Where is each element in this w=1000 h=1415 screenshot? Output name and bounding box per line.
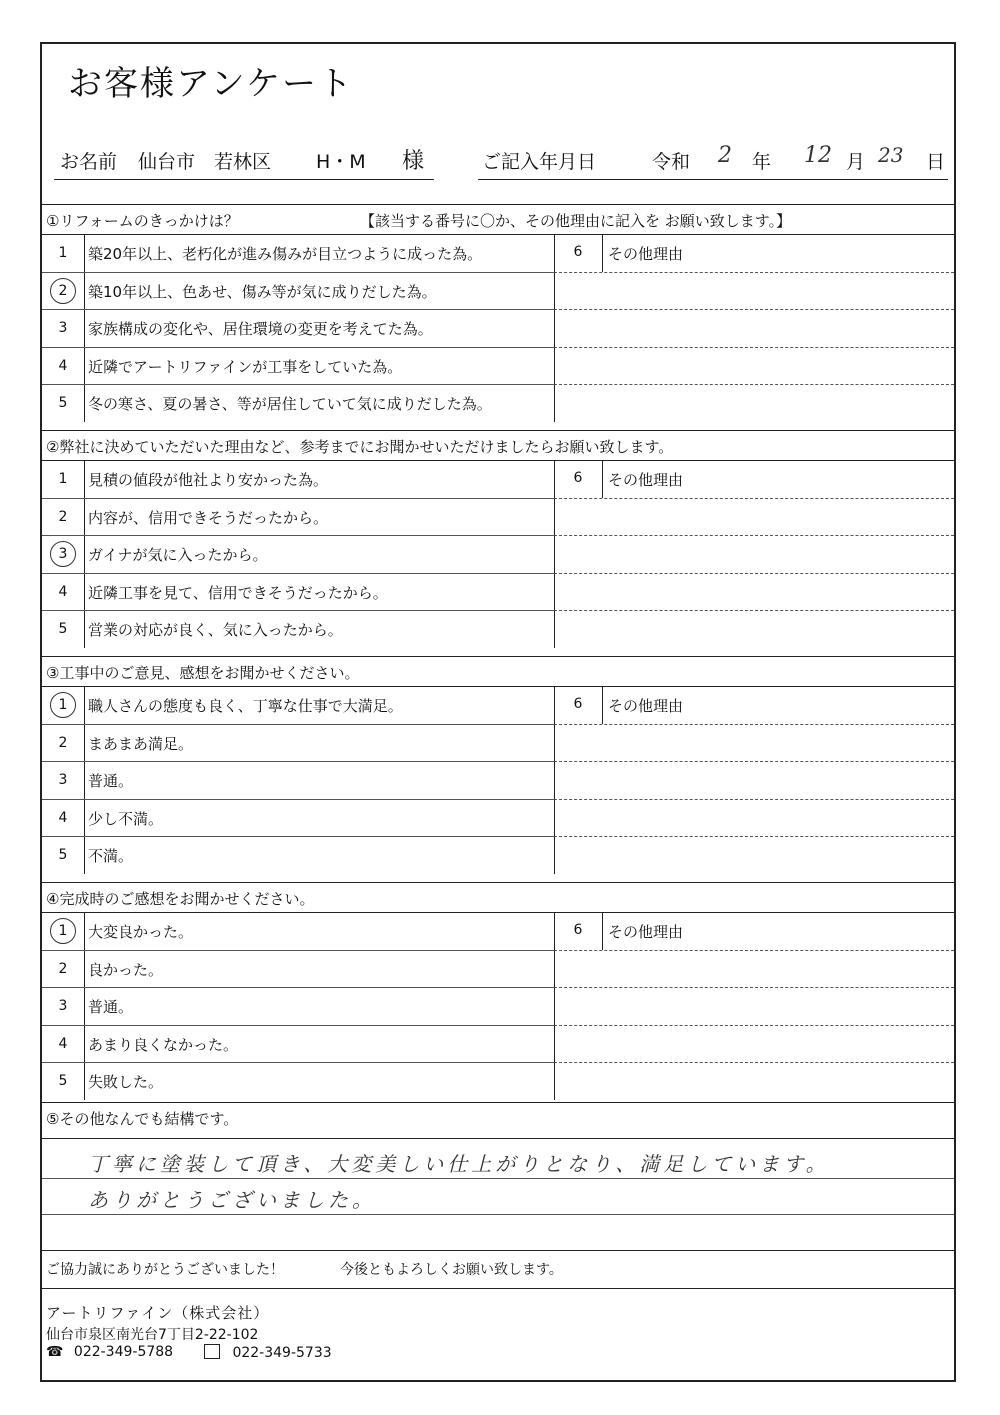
date-year-unit: 年 [752, 151, 772, 173]
date-era: 令和 [652, 151, 691, 173]
entry-date-field [478, 139, 948, 180]
option-text: 普通。 [88, 998, 134, 1017]
section-title: ④完成時のご感想をお聞かせください。 [46, 890, 315, 908]
date-label: ご記入年月日 [482, 151, 597, 173]
option-text: 内容が、信用できそうだったから。 [88, 508, 329, 527]
option-number: 4 [58, 583, 68, 600]
other-reason-number: 6 [573, 696, 583, 712]
other-reason-label: その他理由 [608, 245, 684, 263]
option-number: 2 [58, 508, 68, 525]
fax-icon [204, 1344, 220, 1359]
option-number: 5 [58, 395, 68, 412]
option-text: 近隣工事を見て、信用できそうだったから。 [88, 583, 388, 602]
option-text: 見積の値段が他社より安かった為。 [88, 471, 329, 489]
option-text: ガイナが気に入ったから。 [88, 546, 268, 565]
option-number: 2 [58, 734, 68, 751]
customer-initials: H・M [316, 151, 366, 173]
option-number: 3 [58, 320, 68, 337]
option-text: 失敗した。 [88, 1073, 164, 1092]
section-title: ③工事中のご意見、感想をお聞かせください。 [46, 664, 360, 682]
date-day-unit: 日 [926, 151, 946, 173]
option-number: 4 [58, 809, 68, 826]
section-title: ①リフォームのきっかけは？ [46, 212, 239, 230]
option-number: 1 [58, 471, 68, 487]
option-text: 普通。 [88, 772, 134, 791]
option-text: 職人さんの態度も良く、丁寧な仕事で大満足。 [88, 697, 403, 715]
name-label: お名前 [60, 151, 118, 173]
option-text: あまり良くなかった。 [88, 1035, 239, 1054]
option-text: 大変良かった。 [88, 923, 194, 941]
option-number: 4 [58, 1035, 68, 1052]
other-reason-label: その他理由 [608, 471, 684, 489]
phone-icon: ☎ [46, 1344, 64, 1360]
thanks-text: ご協力誠にありがとうございました！ [46, 1262, 284, 1278]
option-number: 3 [58, 546, 68, 563]
form-title: お客様アンケート [68, 64, 354, 104]
selected-circle-mark [50, 918, 76, 944]
option-number: 1 [58, 923, 68, 939]
selected-circle-mark [50, 541, 76, 567]
option-text: 不満。 [88, 847, 134, 866]
option-number: 3 [58, 772, 68, 789]
option-text: 近隣でアートリファインが工事をしていた為。 [88, 357, 403, 376]
company-name: アートリファイン（株式会社） [46, 1304, 270, 1322]
section-title: ②弊社に決めていただいた理由など、参考までにお聞かせいただけましたらお願い致します。 [46, 438, 674, 456]
option-number: 5 [58, 847, 68, 864]
date-month: 12 [804, 143, 832, 168]
customer-city: 仙台市 [138, 151, 196, 173]
other-reason-label: その他理由 [608, 697, 684, 715]
free-comment-title: ⑤その他なんでも結構です。 [46, 1110, 239, 1128]
option-text: 少し不満。 [88, 809, 164, 828]
regards-text: 今後ともよろしくお願い致します。 [340, 1262, 563, 1278]
other-reason-number: 6 [573, 244, 583, 260]
option-text: まあまあ満足。 [88, 734, 194, 753]
option-text: 良かった。 [88, 960, 164, 979]
selected-circle-mark [50, 692, 76, 718]
option-number: 5 [58, 1073, 68, 1090]
option-number: 2 [58, 960, 68, 977]
date-month-unit: 月 [846, 151, 866, 173]
other-reason-label: その他理由 [608, 923, 684, 941]
customer-name-field [54, 139, 434, 180]
option-number: 1 [58, 697, 68, 713]
section-note: 【該当する番号に〇か、その他理由に記入を お願い致します。】 [360, 212, 792, 230]
option-text: 冬の寒さ、夏の暑さ、等が居住していて気に成りだした為。 [88, 395, 492, 414]
other-reason-number: 6 [573, 922, 583, 938]
company-phone [46, 1344, 173, 1360]
other-reason-number: 6 [573, 470, 583, 486]
option-number: 4 [58, 357, 68, 374]
date-day: 23 [878, 143, 904, 167]
option-number: 2 [58, 282, 68, 299]
option-number: 5 [58, 621, 68, 638]
option-text: 築10年以上、色あせ、傷み等が気に成りだした為。 [88, 282, 437, 301]
date-year: 2 [718, 143, 732, 168]
customer-ward: 若林区 [214, 151, 272, 173]
free-comment-line: ありがとうございました。 [88, 1188, 376, 1212]
option-number: 1 [58, 245, 68, 261]
phone-number: 022-349-5788 [73, 1344, 174, 1360]
questionnaire-form [40, 42, 956, 1382]
option-text: 家族構成の変化や、居住環境の変更を考えてた為。 [88, 320, 433, 339]
company-address: 仙台市泉区南光台7丁目2-22-102 [46, 1327, 259, 1343]
fax-number: 022-349-5733 [232, 1345, 332, 1361]
option-text: 築20年以上、老朽化が進み傷みが目立つように成った為。 [88, 245, 483, 263]
selected-circle-mark [50, 278, 76, 304]
customer-honorific: 様 [402, 149, 425, 174]
company-fax [204, 1344, 332, 1361]
option-number: 3 [58, 998, 68, 1015]
option-text: 営業の対応が良く、気に入ったから。 [88, 621, 343, 640]
free-comment-line: 丁寧に塗装して頂き、大変美しい仕上がりとなり、満足しています。 [88, 1152, 830, 1176]
